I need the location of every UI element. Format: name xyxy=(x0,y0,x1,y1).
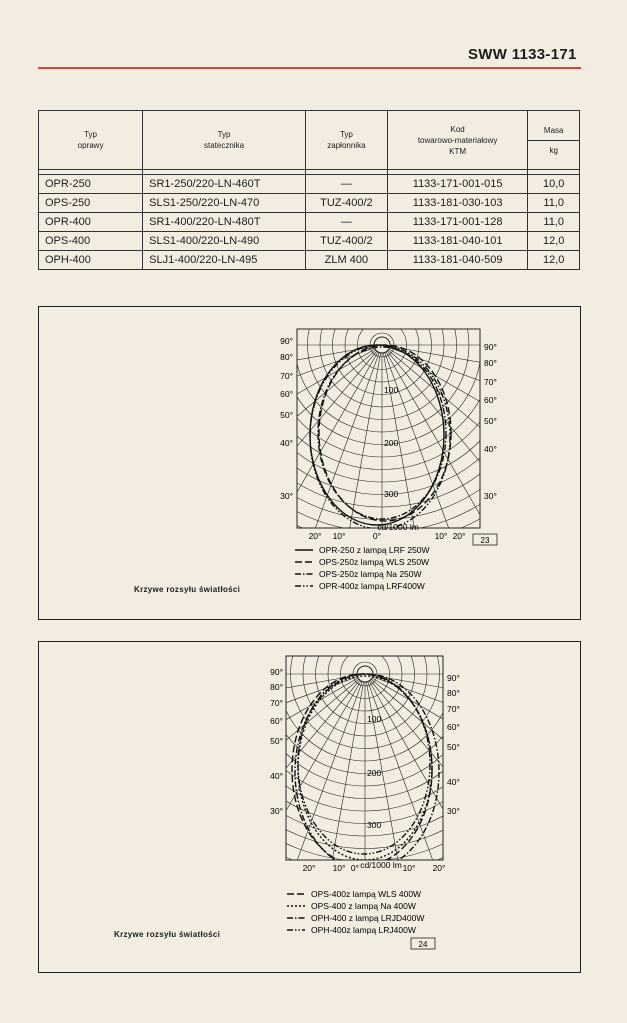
cell-ktm: 1133-181-040-509 xyxy=(387,251,528,270)
radial-value-label: 200 xyxy=(367,768,382,778)
legend-label: OPH-400z lampą LRJ400W xyxy=(311,925,416,935)
legend-label: OPS-400z lampą WLS 400W xyxy=(311,889,422,899)
angle-label-left: 40° xyxy=(270,771,283,781)
grid-radial xyxy=(39,345,382,482)
cell-oprawa: OPH-400 xyxy=(39,251,143,270)
cell-zaplonnik: ZLM 400 xyxy=(305,251,387,270)
figure-panel-2 xyxy=(38,641,581,973)
angle-label-left: 40° xyxy=(280,438,293,448)
cell-statecznik: SR1-400/220-LN-480T xyxy=(143,213,306,232)
angle-label-right: 60° xyxy=(447,722,460,732)
radial-value-label: 200 xyxy=(384,438,399,448)
spec-table xyxy=(38,110,580,270)
bottom-angle-label: 20° xyxy=(452,531,466,541)
angle-label-right: 80° xyxy=(484,358,497,368)
radial-value-label: 100 xyxy=(367,714,382,724)
grid-radial xyxy=(39,345,382,545)
table-row xyxy=(39,232,580,251)
plot-frame xyxy=(286,656,443,860)
angle-label-left: 80° xyxy=(280,352,293,362)
grid-radial xyxy=(365,674,580,874)
bottom-angle-label: 10° xyxy=(332,863,346,873)
angle-label-left: 80° xyxy=(270,682,283,692)
cell-zaplonnik: TUZ-400/2 xyxy=(305,194,387,213)
cell-oprawa: OPR-250 xyxy=(39,175,143,194)
cell-statecznik: SLJ1-400/220-LN-495 xyxy=(143,251,306,270)
angle-label-left: 60° xyxy=(270,716,283,726)
cell-oprawa: OPR-400 xyxy=(39,213,143,232)
angle-label-right: 90° xyxy=(484,342,497,352)
cell-masa: 12,0 xyxy=(528,251,580,270)
col-masa: Masa kg xyxy=(528,111,580,170)
header-rule xyxy=(38,67,581,69)
angle-label-right: 70° xyxy=(447,704,460,714)
angle-label-right: 80° xyxy=(447,688,460,698)
cell-statecznik: SLS1-250/220-LN-470 xyxy=(143,194,306,213)
unit-label: cd/1000 lm xyxy=(360,860,402,870)
legend-label: OPS-400 z lampą Na 400W xyxy=(311,901,416,911)
cell-zaplonnik: TUZ-400/2 xyxy=(305,232,387,251)
angle-label-left: 70° xyxy=(280,371,293,381)
figure-caption: Krzywe rozsyłu światłości xyxy=(134,585,241,594)
angle-label-right: 70° xyxy=(484,377,497,387)
cell-zaplonnik: — xyxy=(305,213,387,232)
polar-diagram-1 xyxy=(39,307,580,619)
bottom-angle-label: 20° xyxy=(432,863,446,873)
figure-number: 24 xyxy=(418,940,428,949)
angle-label-left: 30° xyxy=(280,491,293,501)
figure-panel-1 xyxy=(38,306,581,620)
bottom-angle-label: 20° xyxy=(308,531,322,541)
angle-label-left: 60° xyxy=(280,389,293,399)
bottom-angle-label: 10° xyxy=(332,531,346,541)
cell-masa: 10,0 xyxy=(528,175,580,194)
angle-label-right: 40° xyxy=(447,777,460,787)
grid xyxy=(39,307,580,619)
col-typ-zaplonnika: Typ zapłonnika xyxy=(305,111,387,170)
bottom-angle-label: 10° xyxy=(402,863,416,873)
bottom-angle-label: 20° xyxy=(302,863,316,873)
bottom-angle-label: 10° xyxy=(434,531,448,541)
legend-label: OPH-400 z lampą LRJD400W xyxy=(311,913,425,923)
col-kod-ktm: Kod towarowo-materiałowy KTM xyxy=(387,111,528,170)
angle-label-right: 50° xyxy=(447,742,460,752)
angle-label-right: 30° xyxy=(447,806,460,816)
table-row xyxy=(39,251,580,270)
radial-value-label: 300 xyxy=(384,489,399,499)
angle-label-left: 30° xyxy=(270,806,283,816)
grid-radial xyxy=(365,674,580,743)
legend-label: OPR-250 z lampą LRF 250W xyxy=(319,545,430,555)
angle-label-right: 40° xyxy=(484,444,497,454)
legend-label: OPS-250z lampą Na 250W xyxy=(319,569,422,579)
cell-oprawa: OPS-400 xyxy=(39,232,143,251)
grid-radial xyxy=(365,674,580,811)
grid xyxy=(39,642,580,972)
cell-oprawa: OPS-250 xyxy=(39,194,143,213)
cell-masa: 11,0 xyxy=(528,194,580,213)
unit-label: cd/1000 lm xyxy=(377,522,419,532)
cell-zaplonnik: — xyxy=(305,175,387,194)
table-row xyxy=(39,194,580,213)
cell-ktm: 1133-181-040-101 xyxy=(387,232,528,251)
col-typ-statecznika: Typ statecznika xyxy=(143,111,306,170)
cell-ktm: 1133-171-001-128 xyxy=(387,213,528,232)
figure-caption: Krzywe rozsyłu światłości xyxy=(114,930,221,939)
bottom-angle-label: 0° xyxy=(372,531,382,541)
cell-masa: 11,0 xyxy=(528,213,580,232)
figure-number: 23 xyxy=(480,536,490,545)
radial-value-label: 300 xyxy=(367,820,382,830)
page-title: SWW 1133-171 xyxy=(468,46,577,63)
table-row xyxy=(39,175,580,194)
angle-label-left: 90° xyxy=(270,667,283,677)
cell-statecznik: SLS1-400/220-LN-490 xyxy=(143,232,306,251)
radial-value-label: 100 xyxy=(384,385,399,395)
cell-masa: 12,0 xyxy=(528,232,580,251)
cell-ktm: 1133-171-001-015 xyxy=(387,175,528,194)
angle-label-right: 60° xyxy=(484,395,497,405)
bottom-angle-label: 0° xyxy=(350,863,360,873)
grid-radial xyxy=(39,674,365,743)
table-row xyxy=(39,213,580,232)
angle-label-left: 50° xyxy=(270,736,283,746)
cell-statecznik: SR1-250/220-LN-460T xyxy=(143,175,306,194)
angle-label-left: 90° xyxy=(280,336,293,346)
legend-label: OPR-400z lampą LRF400W xyxy=(319,581,425,591)
angle-label-left: 70° xyxy=(270,698,283,708)
legend-label: OPS-250z lampą WLS 250W xyxy=(319,557,430,567)
grid-radial xyxy=(39,674,365,811)
angle-label-right: 50° xyxy=(484,416,497,426)
polar-diagram-2 xyxy=(39,642,580,972)
cell-ktm: 1133-181-030-103 xyxy=(387,194,528,213)
grid-radial xyxy=(39,674,365,874)
angle-label-left: 50° xyxy=(280,410,293,420)
angle-label-right: 30° xyxy=(484,491,497,501)
col-typ-oprawy: Typ oprawy xyxy=(39,111,143,170)
angle-label-right: 90° xyxy=(447,673,460,683)
